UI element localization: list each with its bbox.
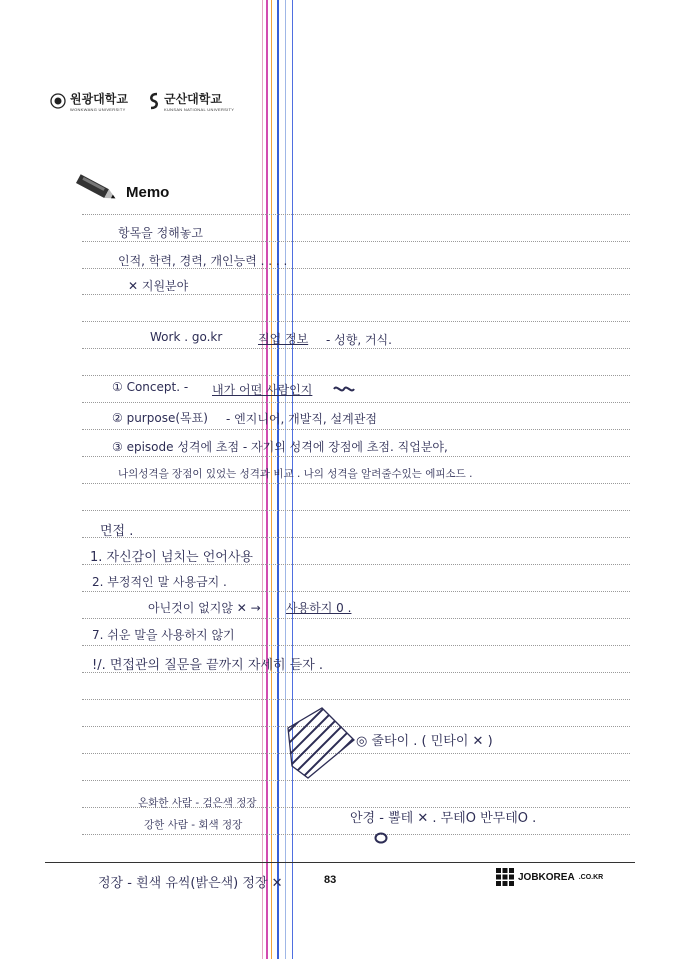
- ruled-line: [82, 402, 630, 403]
- ruled-line: [82, 456, 630, 457]
- ruled-line: [82, 618, 630, 619]
- jobkorea-logo: [496, 868, 603, 886]
- note-line-4b: 직업 정보: [258, 332, 309, 346]
- jobkorea-suffix: .CO.KR: [578, 873, 604, 881]
- note-line-2: 인적, 학력, 경력, 개인능력 . . . .: [118, 254, 288, 268]
- tie-sketch: [282, 706, 358, 782]
- note-line-4c: - 성향, 거식.: [326, 333, 392, 347]
- note-line-3: ✕ 지원분야: [128, 279, 189, 293]
- ruled-line: [82, 294, 630, 295]
- ruled-line: [82, 537, 630, 538]
- note-line-17: 강한 사람 - 회색 정장: [144, 819, 243, 831]
- ruled-line: [82, 348, 630, 349]
- note-line-7: ③ episode 성격에 초점 - 자기의 성격에 장점에 초점. 직업분야,: [112, 440, 448, 454]
- memo-title: Memo: [126, 184, 170, 201]
- logo2-sub: KUNSAN NATIONAL UNIVERSITY: [164, 107, 235, 112]
- logo2-name: 군산대학교: [164, 92, 222, 106]
- note-line-19: 정장 - 흰색 유씩(밝은색) 정장 ✕: [98, 876, 283, 891]
- university-seal-icon: [50, 93, 66, 109]
- note-line-13: 7. 쉬운 말을 사용하지 않기: [92, 628, 235, 642]
- note-line-6b: - 엔지니어, 개발직, 설계관점: [226, 412, 377, 426]
- page-number: 83: [324, 874, 337, 886]
- note-line-4a: Work . go.kr: [150, 330, 223, 344]
- ruled-line: [82, 510, 630, 511]
- ruled-line: [82, 834, 630, 835]
- jobkorea-grid-icon: [496, 868, 514, 886]
- scribble-mark: [332, 383, 356, 395]
- note-line-6a: ② purpose(목표): [112, 411, 208, 425]
- note-line-18: 안경 - 뿔테 ✕ . 무테O 반무테O .: [350, 811, 537, 826]
- logo1-name: 원광대학교: [70, 92, 128, 106]
- kunsan-logo: [148, 90, 234, 112]
- jobkorea-brand: JOBKOREA: [518, 871, 575, 883]
- note-line-10: 1. 자신감이 넘치는 언어사용: [90, 550, 253, 565]
- note-line-11: 2. 부정적인 말 사용금지 .: [92, 575, 227, 589]
- note-line-16: 온화한 사람 - 검은색 정장: [138, 797, 257, 809]
- note-line-15: ◎ 줄타이 . ( 민타이 ✕ ): [356, 734, 493, 749]
- footer-rule: [45, 862, 635, 863]
- note-line-5a: ① Concept. -: [112, 380, 189, 394]
- scribble-mark: [374, 832, 388, 844]
- ruled-line: [82, 241, 630, 242]
- ruled-line: [82, 699, 630, 700]
- ruled-line: [82, 321, 630, 322]
- note-line-12a: 아닌것이 없지않 ✕ →: [148, 601, 261, 615]
- university-emblem-icon: [148, 92, 160, 110]
- note-line-14: !/. 면접관의 질문을 끝까지 자세히 듣자 .: [92, 658, 324, 673]
- ruled-line: [82, 429, 630, 430]
- logo1-sub: WONKWANG UNIVERSITY: [70, 107, 126, 112]
- ruled-line: [82, 375, 630, 376]
- pencil-icon: [72, 172, 120, 208]
- note-line-1: 항목을 정해놓고: [118, 226, 203, 240]
- ruled-line: [82, 483, 630, 484]
- note-line-9: 면접 .: [100, 524, 134, 539]
- note-line-12b: 사용하지 0 .: [286, 601, 352, 615]
- wonkwang-logo: [50, 90, 128, 112]
- ruled-line: [82, 591, 630, 592]
- note-line-8: 나의성격을 장점이 있었는 성격과 비교 . 나의 성격을 알려줄수있는 에피소드 .: [118, 468, 473, 480]
- note-line-5b: 내가 어떤 사람인지: [212, 383, 313, 397]
- ruled-line: [82, 645, 630, 646]
- ruled-line: [82, 214, 630, 215]
